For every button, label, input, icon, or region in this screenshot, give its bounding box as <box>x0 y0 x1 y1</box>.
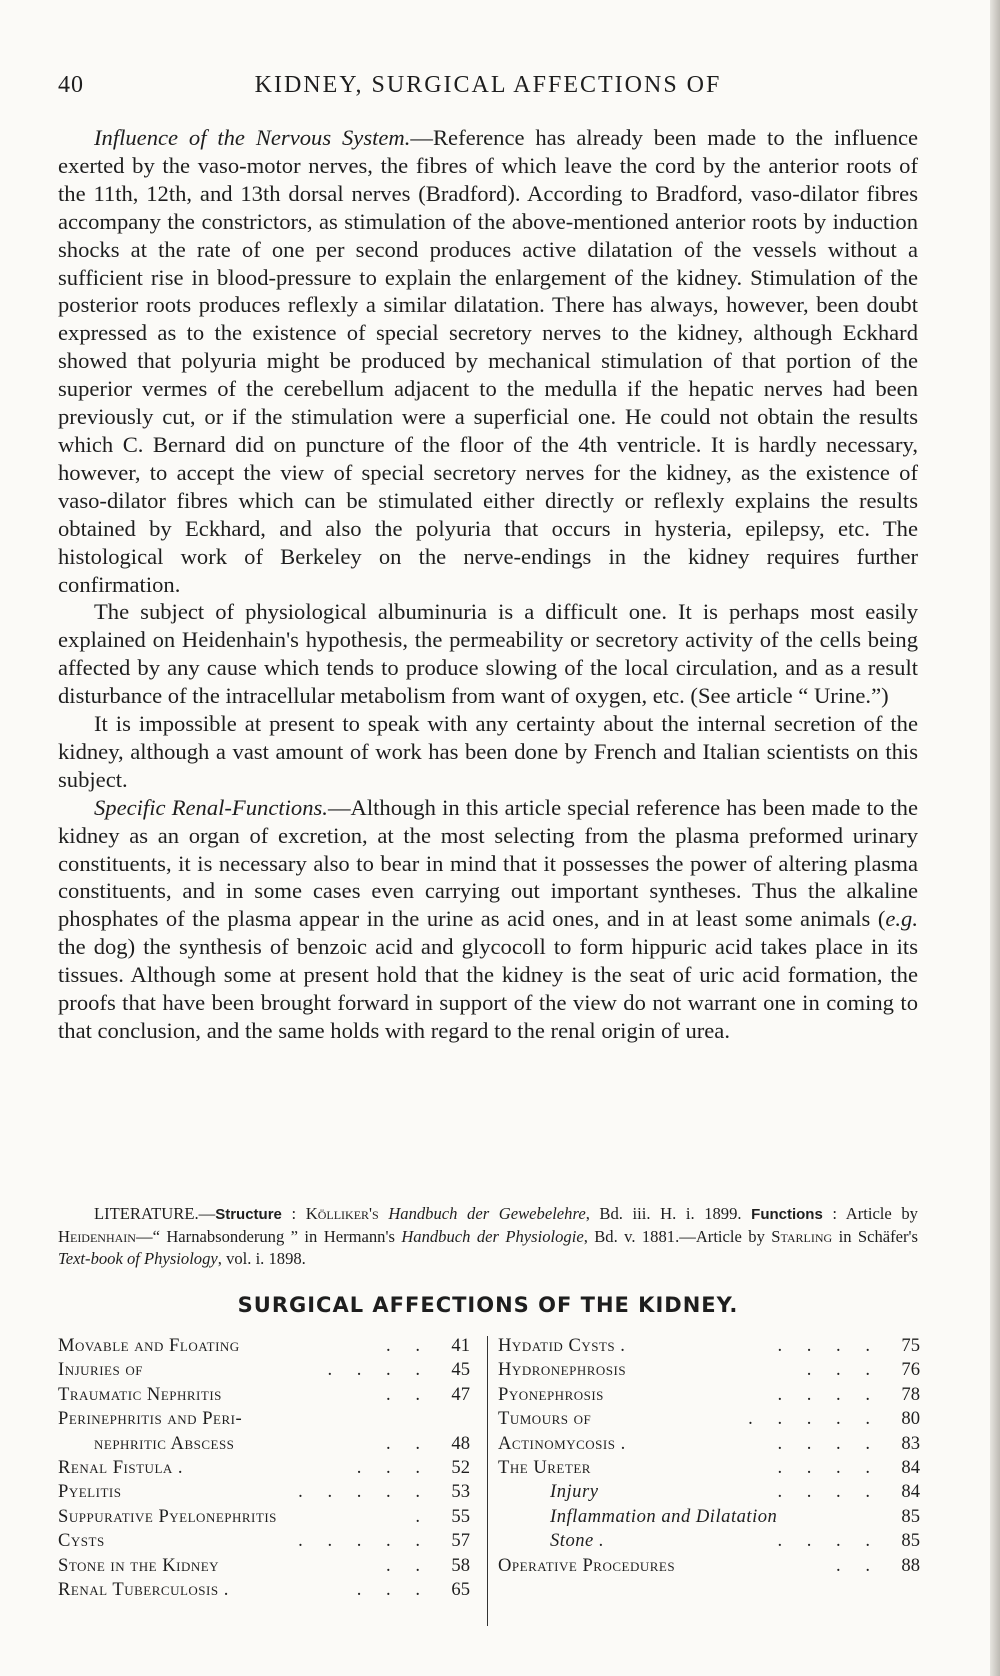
toc-entry-page: 83 <box>901 1432 920 1454</box>
toc-entry-leader: . . . . <box>777 1530 880 1552</box>
paragraph-abbrev: e.g. <box>885 906 918 932</box>
toc-entry-title: Movable and Floating <box>58 1335 240 1356</box>
functions-label: Functions <box>751 1206 823 1223</box>
paragraph-heading: Influence of the Nervous System. <box>94 125 411 150</box>
toc-left-column <box>58 1334 470 1602</box>
ref-detail: in Schäfer's <box>832 1227 919 1246</box>
toc-entry-leader: . . . . <box>327 1359 430 1381</box>
page-number: 40 <box>58 72 84 98</box>
toc-entry-page: 84 <box>901 1456 920 1478</box>
book-title: Handbuch der Gewebelehre <box>388 1204 586 1223</box>
toc-entry-page: 55 <box>451 1505 470 1527</box>
toc-entry-title: Suppurative Pyelonephritis <box>58 1505 277 1527</box>
paragraph-heading: Specific Renal-Functions. <box>94 794 328 820</box>
toc-entry-leader: . . . . . <box>748 1408 880 1430</box>
toc-entry <box>498 1407 920 1431</box>
toc-entry-title: Hydatid Cysts . <box>498 1335 626 1356</box>
toc-entry-page: 58 <box>451 1554 470 1576</box>
toc-entry-title: Pyonephrosis <box>498 1383 604 1405</box>
toc-entry-leader: . . . . <box>777 1432 880 1454</box>
toc-divider <box>487 1336 488 1626</box>
toc-entry-page: 85 <box>901 1530 920 1552</box>
body-text <box>58 124 918 1045</box>
toc-entry <box>498 1358 920 1382</box>
paragraph-text: It is impossible at present to speak with any certainty about the internal secretion of the kidney, although a vast amount of work has been done by French and Italian scientists on this subject. <box>58 711 918 792</box>
ref-detail: , Bd. iii. H. i. 1899. <box>585 1204 742 1223</box>
toc-entry <box>498 1432 920 1456</box>
separator: : <box>281 1204 306 1223</box>
toc-entry-title: Pyelitis <box>58 1481 122 1503</box>
structure-label: Structure <box>215 1206 282 1223</box>
paragraph-text: The subject of physiological albuminuria is a difficult one. It is perhaps most easily explained on Heidenhain's hypothesis, the permeability or secretory activity of the cells being affected by any cause which tends to produce slowing of the local circulation, and as a result disturbance of the intracellular metabolism from want of oxygen, etc. (See article “ Urine.”) <box>58 599 918 709</box>
toc-entry-page: 84 <box>901 1481 920 1503</box>
author-heidenhain: Heidenhain <box>58 1227 136 1246</box>
toc-entry <box>498 1480 920 1504</box>
toc-entry-title: Injury <box>550 1481 599 1503</box>
toc-entry-title: Tumours of <box>498 1408 592 1430</box>
toc-entry-title: Stone in the Kidney <box>58 1554 220 1576</box>
toc-entry-page: 78 <box>901 1383 920 1405</box>
toc-entry-leader: . . . <box>356 1578 430 1600</box>
toc-entry-leader: . . <box>836 1554 880 1576</box>
toc-entry <box>498 1334 920 1358</box>
author-kolliker: Kölliker's <box>305 1204 379 1223</box>
toc-entry <box>498 1383 920 1407</box>
toc-entry-title: Actinomycosis . <box>498 1432 626 1454</box>
toc-entry <box>58 1578 470 1602</box>
book-title: Text-book of Physiology <box>58 1249 218 1268</box>
separator: : Article by <box>822 1204 918 1223</box>
toc-entry <box>58 1334 470 1358</box>
toc-entry-page: 76 <box>901 1359 920 1381</box>
page-edge-shadow <box>990 0 1000 1676</box>
toc-entry-title: Renal Fistula . <box>58 1456 184 1478</box>
toc-entry-title: Stone . <box>550 1530 605 1552</box>
toc-entry <box>58 1407 470 1431</box>
toc-entry-leader: . . . <box>806 1359 880 1381</box>
toc-entry <box>58 1456 470 1480</box>
section-title: SURGICAL AFFECTIONS OF THE KIDNEY. <box>237 1293 739 1317</box>
literature-label: LITERATURE.— <box>94 1204 216 1223</box>
toc-entry-page: 85 <box>901 1505 920 1527</box>
toc-entry <box>58 1505 470 1529</box>
toc-entry <box>498 1529 920 1553</box>
ref-detail: , Bd. v. 1881.—Article by <box>583 1227 772 1246</box>
toc-entry-title: Operative Procedures <box>498 1554 676 1576</box>
toc-entry <box>58 1480 470 1504</box>
running-head: KIDNEY, SURGICAL AFFECTIONS OF <box>254 72 722 98</box>
toc-entry <box>58 1432 470 1456</box>
toc-entry-page: 47 <box>451 1383 470 1405</box>
paragraph-text: —Reference has already been made to the influence exerted by the vaso-motor nerves, the fibres of which leave the cord by the anterior roots of the 11th, 12th, and 13th dorsal nerves (Bradford). According to Bradford, vaso-dilator fibres accompany the constrictors, as stimulation of the above-mentioned anterior roots by induction shocks at the rate of one per second produces active dilatation of the vessels without a sufficient rise in blood-pressure to explain the enlargement of the kidney. Stimulation of the posterior roots produces reflexly a similar dilatation. There has always, however, been doubt expressed as to the existence of special secretory nerves to the kidney, although Eckhard showed that polyuria might be produced by mechanical stimulation of that portion of the superior vermes of the cerebellum adjacent to the medulla if the hepatic nerves had been previously cut, or if the stimulation were a superficial one. He could not obtain the results which C. Bernard did on puncture of the floor of the 4th ventricle. It is hardly necessary, however, to accept the view of special secretory nerves for the kidney, as the existence of vaso-dilator fibres which can be stimulated either directly or reflexly explains the results obtained by Eckhard, and also the polyuria that occurs in hysteria, epilepsy, etc. The histological work of Berkeley on the nerve-endings in the kidney requires further confirmation. <box>58 125 918 597</box>
toc-entry-title: Renal Tuberculosis . <box>58 1578 229 1600</box>
ref-detail: , vol. i. 1898. <box>217 1249 306 1268</box>
book-title: Handbuch der Physiologie <box>401 1227 584 1246</box>
toc-entry <box>58 1358 470 1382</box>
toc-entry-leader: . . <box>386 1554 430 1576</box>
toc-entry-leader: . . . . . <box>298 1481 430 1503</box>
toc-entry-page: 88 <box>901 1554 920 1576</box>
paragraph-text: the dog) the synthesis of benzoic acid and glycocoll to form hippuric acid takes place in its tissues. Although some at present hold that the kidney is the seat of uric acid formation, the proofs that have been brought forward in support of the view do not warrant one in coming to that conclusion, and the same holds with regard to the renal origin of urea. <box>58 934 918 1043</box>
toc-entry-title: nephritic Abscess <box>94 1432 235 1454</box>
page-header <box>58 72 918 112</box>
toc-entry-leader: . . . . <box>777 1456 880 1478</box>
toc-entry-title: The Ureter <box>498 1456 591 1478</box>
author-starling: Starling <box>771 1227 833 1246</box>
toc-entry-leader: . . . . <box>777 1481 880 1503</box>
toc-entry-title: Injuries of <box>58 1359 143 1381</box>
toc-entry-title: Perinephritis and Peri- <box>58 1408 243 1430</box>
ref-detail: —“ Harnabsonderung ” in Hermann's <box>135 1227 402 1246</box>
toc-entry-page: 52 <box>451 1456 470 1478</box>
paragraph-albuminuria <box>58 598 918 710</box>
paragraph-internal-secretion <box>58 710 918 794</box>
toc-entry <box>58 1554 470 1578</box>
paragraph-text: —Although in this article special reference has been made to the kidney as an organ of excretion, at the most selecting from the plasma preformed urinary constituents, it is necessary also to bear in mind that it possesses the power of altering plasma constituents, and in some cases even carrying out important syntheses. Thus the alkaline phosphates of the plasma appear in the urine as acid ones, and in at least some animals ( <box>58 794 918 932</box>
toc-entry-leader: . . <box>386 1335 430 1356</box>
toc-entry <box>58 1529 470 1553</box>
toc-entry-leader: . . <box>386 1383 430 1405</box>
paragraph-renal-functions <box>58 794 918 1045</box>
toc-entry-page: 75 <box>901 1335 920 1356</box>
toc-entry <box>498 1456 920 1480</box>
toc-entry-page: 45 <box>451 1359 470 1381</box>
toc-entry <box>498 1554 920 1578</box>
toc-entry-title: Inflammation and Dilatation <box>550 1505 778 1527</box>
toc-entry-title: Traumatic Nephritis <box>58 1383 222 1405</box>
toc-entry <box>498 1505 920 1529</box>
toc-entry-leader: . . . <box>356 1456 430 1478</box>
toc-entry-leader: . . . . <box>777 1335 880 1356</box>
toc-entry-leader: . <box>415 1505 430 1527</box>
toc-entry-leader: . . . . <box>777 1383 880 1405</box>
toc-right-column <box>498 1334 920 1578</box>
toc-entry-page: 41 <box>451 1335 470 1356</box>
toc-entry-title: Cysts <box>58 1530 105 1552</box>
toc-entry-title: Hydronephrosis <box>498 1359 627 1381</box>
literature-references <box>58 1203 918 1270</box>
toc-entry-page: 65 <box>451 1578 470 1600</box>
toc-entry-page: 57 <box>451 1530 470 1552</box>
toc-entry-leader: . . . . . <box>298 1530 430 1552</box>
paragraph-nervous-system <box>58 124 918 598</box>
toc-entry-page: 80 <box>901 1408 920 1430</box>
toc-entry <box>58 1383 470 1407</box>
toc-entry-page: 53 <box>451 1481 470 1503</box>
toc-entry-leader: . . <box>386 1432 430 1454</box>
toc-entry-page: 48 <box>451 1432 470 1454</box>
